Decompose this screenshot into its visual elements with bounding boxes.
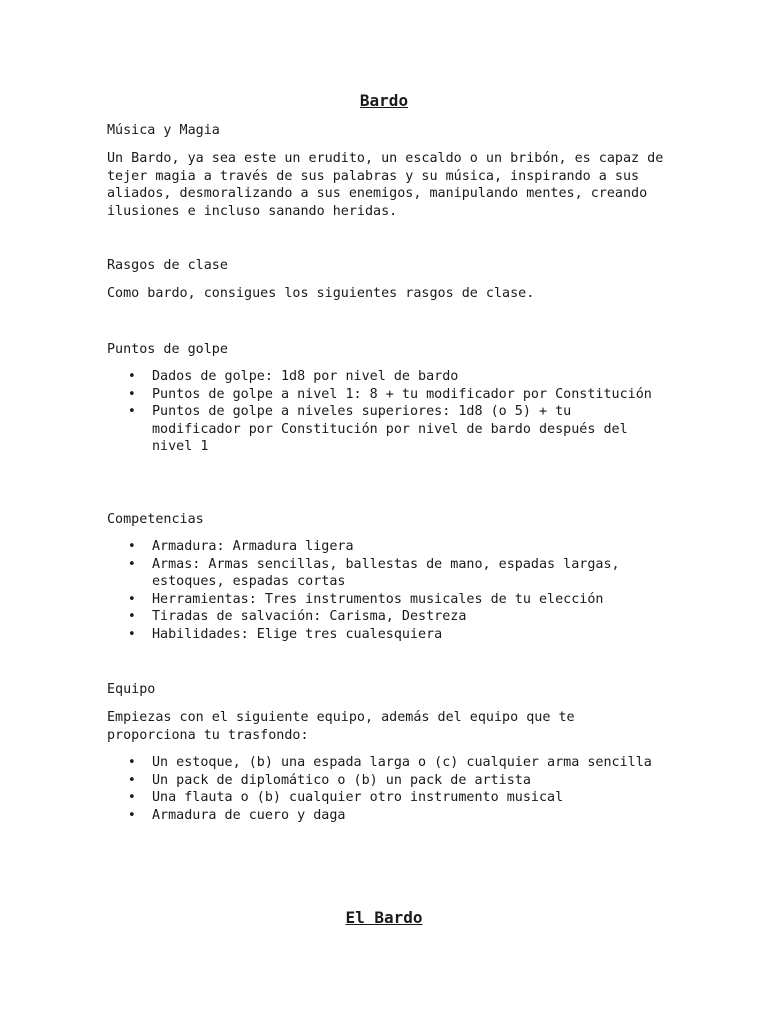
list-competencias — [107, 538, 667, 643]
bullet-icon: • — [128, 556, 136, 572]
list-item-text: Armadura: Armadura ligera — [152, 539, 354, 554]
list-item — [107, 386, 667, 404]
page-title: Bardo — [359, 91, 409, 110]
list-item — [107, 772, 667, 790]
list-item — [107, 556, 667, 591]
list-item — [107, 789, 667, 807]
paragraph-rasgos: Como bardo, consigues los siguientes rasgos de clase. — [107, 286, 535, 301]
list-item — [107, 368, 667, 386]
bullet-icon: • — [128, 807, 136, 823]
bullet-icon: • — [128, 539, 136, 554]
bullet-icon: • — [128, 369, 136, 384]
list-item-text: Un pack de diplomático o (b) un pack de artista — [152, 772, 531, 788]
list-item-text: Dados de golpe: 1d8 por nivel de bardo — [152, 369, 459, 384]
paragraph-intro: Un Bardo, ya sea este un erudito, un escaldo o un bribón, es capaz de tejer magia a través de sus palabras y su música, inspirando a sus aliados, desmoralizando a sus enemigos, manipulando mentes, creando ilusiones e incluso sanando heridas. — [107, 151, 664, 219]
list-item-text: Un estoque, (b) una espada larga o (c) cualquier arma sencilla — [152, 755, 652, 770]
list-item — [107, 608, 667, 626]
bullet-icon: • — [128, 404, 136, 419]
heading-puntos-de-golpe: Puntos de golpe — [107, 342, 228, 357]
second-title: El Bardo — [345, 908, 423, 927]
bullet-icon: • — [128, 386, 136, 402]
list-puntos-de-golpe — [107, 368, 667, 456]
bullet-icon: • — [128, 609, 136, 624]
bullet-icon: • — [128, 772, 136, 788]
list-item — [107, 807, 667, 825]
list-item-text: Una flauta o (b) cualquier otro instrumento musical — [152, 790, 564, 805]
bullet-icon: • — [128, 790, 136, 805]
list-item — [107, 591, 667, 609]
heading-rasgos-de-clase: Rasgos de clase — [107, 258, 228, 273]
list-equipo — [107, 754, 667, 824]
heading-equipo: Equipo — [107, 682, 156, 697]
list-item-text: Puntos de golpe a niveles superiores: 1d8 (o 5) + tu modificador por Constitución por nivel de bardo después del nivel 1 — [152, 404, 628, 454]
paragraph-equipo: Empiezas con el siguiente equipo, además del equipo que te proporciona tu trasfondo: — [107, 710, 575, 743]
list-item-text: Puntos de golpe a nivel 1: 8 + tu modificador por Constitución — [152, 386, 652, 402]
list-item — [107, 754, 667, 772]
bullet-icon: • — [128, 626, 136, 642]
heading-competencias: Competencias — [107, 512, 204, 527]
list-item-text: Habilidades: Elige tres cualesquiera — [152, 626, 443, 642]
heading-musica-y-magia: Música y Magia — [107, 123, 220, 138]
bullet-icon: • — [128, 755, 136, 770]
list-item-text: Herramientas: Tres instrumentos musicales de tu elección — [152, 591, 604, 607]
bullet-icon: • — [128, 591, 136, 607]
list-item-text: Tiradas de salvación: Carisma, Destreza — [152, 609, 467, 624]
list-item-text: Armas: Armas sencillas, ballestas de mano, espadas largas, estoques, espadas cortas — [152, 556, 620, 589]
list-item — [107, 626, 667, 644]
list-item-text: Armadura de cuero y daga — [152, 807, 346, 823]
list-item — [107, 403, 667, 456]
list-item — [107, 538, 667, 556]
